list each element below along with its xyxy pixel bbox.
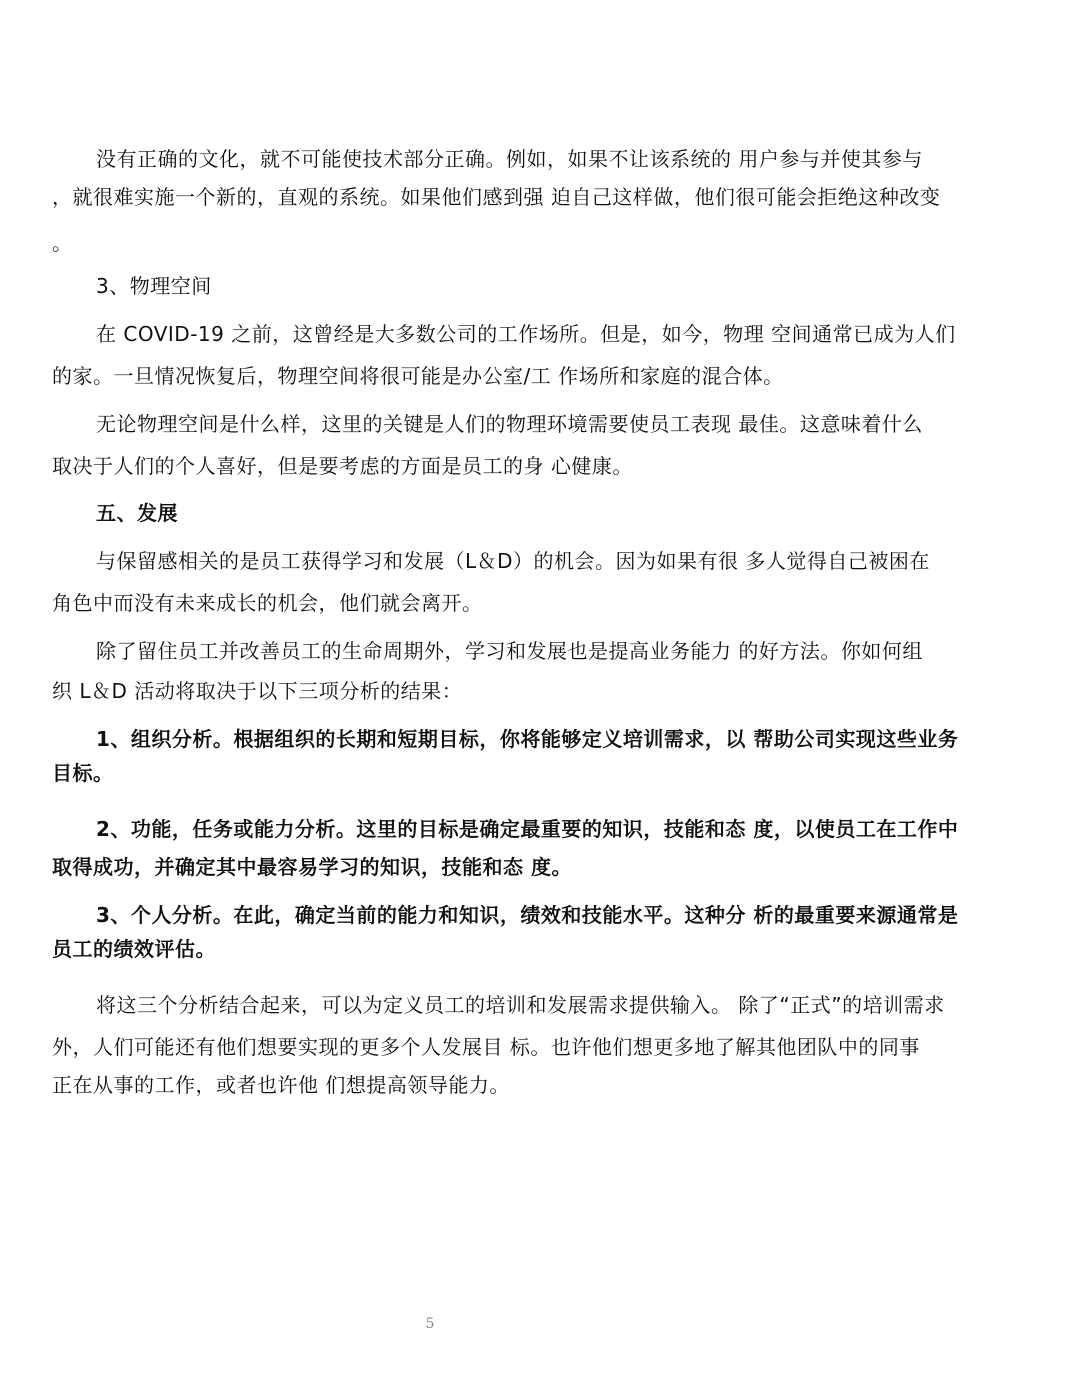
page-number: 5 bbox=[425, 1316, 435, 1332]
paragraph-learning-line-1: 除了留住员工并改善员工的生命周期外，学习和发展也是提高业务能力 的好方法。你如何组 bbox=[96, 639, 923, 663]
paragraph-culture-line-2: ，就很难实施一个新的，直观的系统。如果他们感到强 迫自己这样做，他们很可能会拒绝这种改变 bbox=[52, 185, 941, 209]
paragraph-environment-line-2: 取决于人们的个人喜好，但是要考虑的方面是员工的身 心健康。 bbox=[52, 454, 633, 478]
list-item-organization-analysis-line-2: 目标。 bbox=[52, 761, 114, 785]
paragraph-retention-line-2: 角色中而没有未来成长的机会，他们就会离开。 bbox=[52, 591, 483, 615]
paragraph-culture-line-1: 没有正确的文化，就不可能使技术部分正确。例如，如果不让该系统的 用户参与并使其参与 bbox=[96, 147, 923, 171]
paragraph-environment-line-1: 无论物理空间是什么样，这里的关键是人们的物理环境需要使员工表现 最佳。这意味着什么 bbox=[96, 412, 923, 436]
paragraph-combine-line-2: 外，人们可能还有他们想要实现的更多个人发展目 标。也许他们想更多地了解其他团队中的同事 bbox=[52, 1035, 920, 1059]
paragraph-retention-line-1: 与保留感相关的是员工获得学习和发展（L＆D）的机会。因为如果有很 多人觉得自己被困在 bbox=[96, 549, 930, 573]
list-item-task-analysis-line-1: 2、功能，任务或能力分析。这里的目标是确定最重要的知识，技能和态 度，以使员工在工作中 bbox=[96, 817, 959, 841]
section-heading-physical-space: 3、物理空间 bbox=[96, 274, 212, 298]
paragraph-combine-line-3: 正在从事的工作，或者也许他 们想提高领导能力。 bbox=[52, 1073, 510, 1097]
paragraph-covid-line-2: 的家。一旦情况恢复后，物理空间将很可能是办公室/工 作场所和家庭的混合体。 bbox=[52, 364, 784, 388]
list-item-person-analysis-line-2: 员工的绩效评估。 bbox=[52, 937, 216, 961]
paragraph-combine-line-1: 将这三个分析结合起来，可以为定义员工的培训和发展需求提供输入。 除了“正式”的培训需求 bbox=[96, 993, 945, 1017]
list-item-organization-analysis-line-1: 1、组织分析。根据组织的长期和短期目标，你将能够定义培训需求，以 帮助公司实现这些业务 bbox=[96, 727, 959, 751]
paragraph-learning-line-2: 织 L＆D 活动将取决于以下三项分析的结果： bbox=[52, 679, 463, 703]
paragraph-covid-line-1: 在 COVID-19 之前，这曾经是大多数公司的工作场所。但是，如今，物理 空间通常已成为人们 bbox=[96, 322, 956, 346]
list-item-task-analysis-line-2: 取得成功，并确定其中最容易学习的知识，技能和态 度。 bbox=[52, 855, 572, 879]
paragraph-culture-line-3: 。 bbox=[52, 231, 73, 255]
list-item-person-analysis-line-1: 3、个人分析。在此，确定当前的能力和知识，绩效和技能水平。这种分 析的最重要来源通常是 bbox=[96, 903, 959, 927]
section-heading-development: 五、发展 bbox=[96, 501, 178, 525]
